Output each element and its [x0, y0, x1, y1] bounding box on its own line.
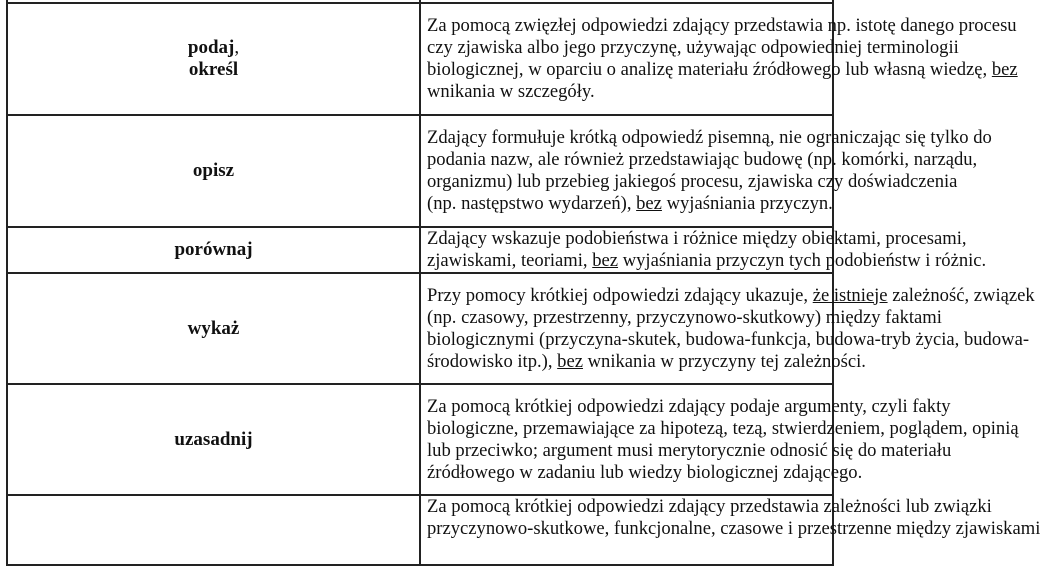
- description-line: [427, 171, 958, 193]
- description-cell: [420, 3, 1018, 115]
- command-terms-table: [6, 0, 1040, 566]
- table-row: [7, 227, 833, 273]
- description-cell: [420, 115, 992, 227]
- term-line: [14, 160, 413, 182]
- description-text: Za pomocą zwięzłej odpowiedzi zdający przedstawia np. istotę danego procesu: [427, 15, 1017, 36]
- description-text: organizmu) lub przebieg jakiegoś procesu, zjawiska czy doświadczenia: [427, 171, 958, 192]
- description-text: wyjaśniania przyczyn tych podobieństw i różnic.: [618, 250, 987, 271]
- underlined-text: bez: [592, 250, 619, 271]
- description-text: biologiczne, przemawiające za hipotezą, tezą, stwierdzeniem, poglądem, opinią: [427, 417, 1019, 439]
- term-text: opisz: [192, 160, 235, 181]
- description-line: [427, 306, 942, 329]
- term-text: uzasadnij: [174, 428, 253, 450]
- table-row: [7, 3, 833, 115]
- description-cell: [420, 495, 1040, 565]
- term-cell: [7, 384, 420, 495]
- description-text: wnikania w przyczyny tej zależności.: [582, 350, 866, 372]
- term-line: [14, 318, 413, 340]
- description-line: [427, 461, 863, 484]
- description-text: czy zjawiska albo jego przyczynę, używając odpowiedniej terminologii: [427, 37, 959, 58]
- description-text: wnikania w szczegóły.: [427, 81, 595, 102]
- description-line: [427, 59, 1018, 81]
- description-text: biologicznej, w oparciu o analizę materiału źródłowego lub własną wiedzę,: [427, 59, 992, 80]
- description-cell: [420, 273, 1035, 384]
- description-text: przyczynowo-skutkowe, funkcjonalne, czasowe i przestrzenne między zjawiskami: [427, 518, 1040, 539]
- description-line: [427, 439, 952, 462]
- description-line: [427, 193, 833, 215]
- description-line: [427, 328, 1030, 351]
- underlined-text: bez: [557, 350, 583, 372]
- description-text: (np. następstwo wydarzeń),: [427, 193, 637, 214]
- term-line: [14, 59, 413, 81]
- description-cell: [420, 227, 987, 273]
- description-line: [427, 250, 987, 272]
- description-line: [427, 127, 992, 149]
- description-line: [427, 81, 826, 103]
- term-text: porównaj: [174, 239, 253, 260]
- term-text: wykaż: [187, 317, 240, 339]
- term-line: [14, 239, 413, 261]
- description-line: [427, 518, 1040, 540]
- underlined-text: że istnieje: [812, 284, 888, 306]
- term-text: podaj: [187, 37, 235, 58]
- term-cell: [7, 3, 420, 115]
- term-cell: [7, 227, 420, 273]
- description-line: [427, 37, 959, 59]
- term-line: [14, 429, 413, 451]
- term-cell: [7, 115, 420, 227]
- term-text: określ: [188, 59, 239, 80]
- table-row: [7, 495, 833, 565]
- description-text: podania nazw, ale również przedstawiając budowę (np. komórki, narządu,: [427, 149, 978, 170]
- description-line: [427, 284, 1035, 307]
- term-cell: [7, 495, 420, 565]
- description-text: (np. czasowy, przestrzenny, przyczynowo-skutkowy) między faktami: [427, 306, 942, 328]
- underlined-text: bez: [991, 59, 1018, 80]
- description-text: biologicznymi (przyczyna-skutek, budowa-funkcja, budowa-tryb życia, budowa-: [427, 328, 1030, 350]
- term-line: [14, 37, 413, 59]
- table-row: [7, 273, 833, 384]
- description-line: [427, 149, 978, 171]
- table-row: [7, 384, 833, 495]
- description-line: [427, 15, 1017, 37]
- table-row: [7, 115, 833, 227]
- description-line: [427, 395, 951, 418]
- description-cell: [420, 384, 1019, 495]
- description-text: Przy pomocy krótkiej odpowiedzi zdający ukazuje,: [427, 284, 813, 306]
- description-text: źródłowego w zadaniu lub wiedzy biologicznej zdającego.: [427, 461, 863, 483]
- description-text: lub przeciwko; argument musi merytorycznie odnosić się do materiału: [427, 439, 952, 461]
- command-terms-table-body: [7, 0, 1040, 565]
- description-line: [427, 417, 1019, 440]
- underlined-text: bez: [636, 193, 662, 214]
- description-text: Zdający formułuje krótką odpowiedź pisemną, nie ograniczając się tylko do: [427, 127, 992, 148]
- description-text: wyjaśniania przyczyn.: [661, 193, 833, 214]
- description-text: Za pomocą krótkiej odpowiedzi zdający podaje argumenty, czyli fakty: [427, 395, 951, 417]
- description-line: [427, 228, 967, 250]
- description-line: [427, 496, 992, 518]
- term-text: ,: [234, 37, 240, 58]
- description-text: zjawiskami, teoriami,: [427, 250, 593, 271]
- description-text: środowisko itp.),: [427, 350, 558, 372]
- description-text: zależność, związek: [887, 284, 1035, 306]
- term-cell: [7, 273, 420, 384]
- description-text: Zdający wskazuje podobieństwa i różnice między obiektami, procesami,: [427, 228, 967, 249]
- description-text: Za pomocą krótkiej odpowiedzi zdający przedstawia zależności lub związki: [427, 496, 992, 517]
- description-line: [427, 350, 866, 373]
